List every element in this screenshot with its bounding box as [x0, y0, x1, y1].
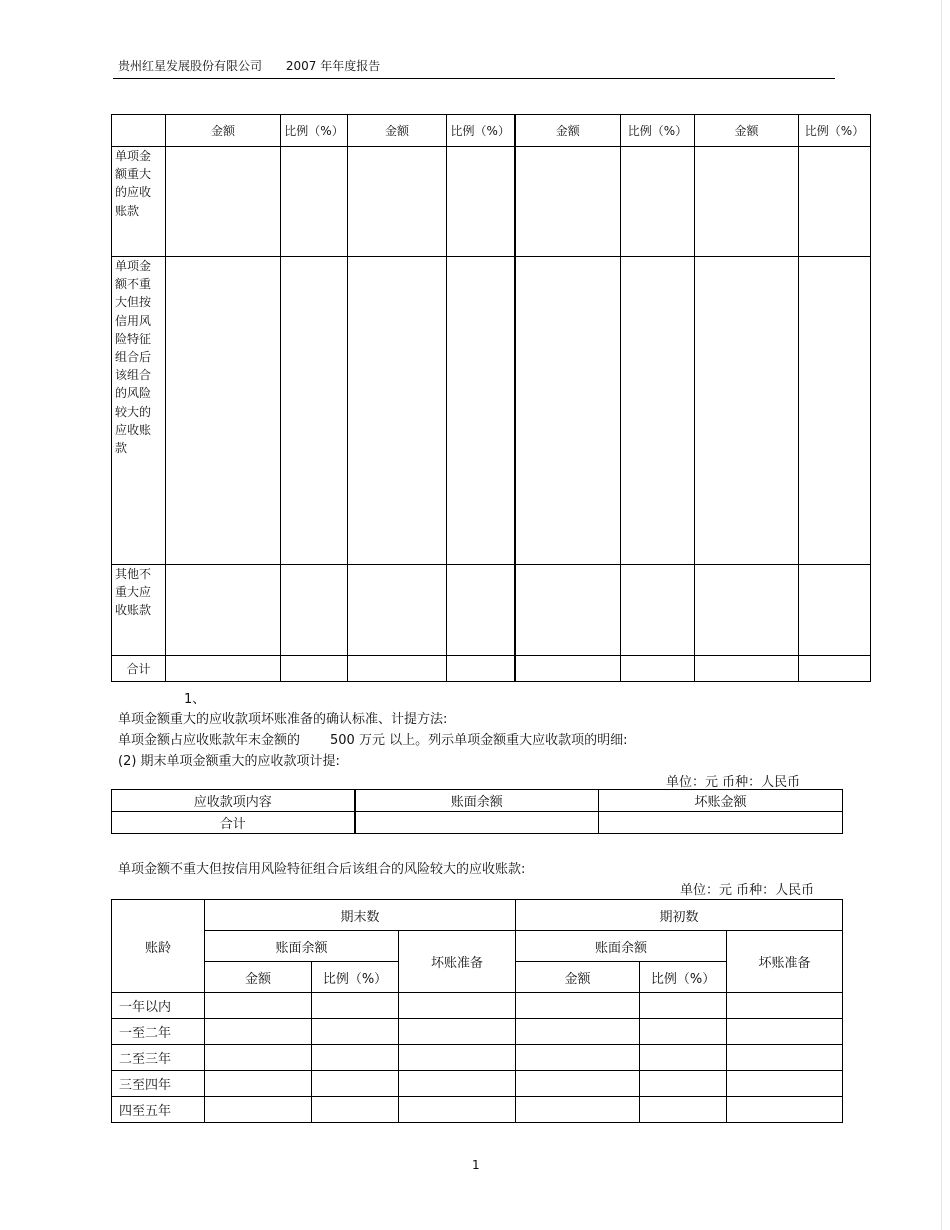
- ratio-header: 比例（%）: [312, 962, 399, 993]
- table-row: [112, 565, 871, 656]
- unit-note: 单位：元 币种：人民币: [680, 883, 815, 898]
- header-cell: 金额: [515, 115, 621, 147]
- row-label: 其他不重大应收账款: [112, 565, 166, 656]
- table-row: [112, 147, 871, 257]
- page-edge: [941, 0, 942, 1230]
- section-title: 单项金额不重大但按信用风险特征组合后该组合的风险较大的应收账款:: [118, 862, 526, 877]
- table-row: [112, 1045, 843, 1071]
- table-total-row: [112, 812, 843, 834]
- table-header-row: [112, 790, 843, 812]
- table-row: [112, 1097, 843, 1123]
- note-line-value: 500 万元 以上。列示单项金额重大应收款项的明细:: [330, 733, 628, 748]
- header-cell: [112, 115, 166, 147]
- note-line: 单项金额重大的应收款项坏账准备的确认标准、计提方法:: [118, 712, 448, 727]
- amount-header: 金额: [516, 962, 640, 993]
- header-cell: 账面余额: [355, 790, 599, 812]
- header-cell: 比例（%）: [799, 115, 871, 147]
- book-balance-header: 账面余额: [205, 931, 399, 962]
- table-header-row: [112, 115, 871, 147]
- unit-note: 单位：元 币种：人民币: [666, 775, 801, 790]
- header-cell: 应收款项内容: [112, 790, 355, 812]
- table-total-row: [112, 656, 871, 682]
- age-header: 账龄: [112, 900, 205, 993]
- table-row: [112, 1019, 843, 1045]
- company-name: 贵州红星发展股份有限公司: [118, 59, 263, 73]
- aging-table: [111, 899, 843, 1123]
- receivables-classification-table: [111, 114, 871, 682]
- row-label: 合计: [112, 656, 166, 682]
- note-line-prefix: 单项金额占应收账款年末金额的: [118, 733, 301, 748]
- header-cell: 金额: [166, 115, 281, 147]
- item-number: 1、: [184, 692, 206, 707]
- row-label: 单项金额不重大但按信用风险特征组合后该组合的风险较大的应收账款: [112, 257, 166, 565]
- running-header: [118, 57, 400, 74]
- table-header-row: [112, 931, 843, 962]
- header-cell: 坏账金额: [599, 790, 843, 812]
- age-label: 一年以内: [112, 993, 205, 1019]
- book-balance-header: 账面余额: [516, 931, 727, 962]
- page-number: 1: [472, 1158, 480, 1172]
- header-cell: 比例（%）: [621, 115, 695, 147]
- header-cell: 金额: [348, 115, 447, 147]
- subsection-title: (2) 期末单项金额重大的应收款项计提:: [118, 754, 340, 769]
- age-label: 二至三年: [112, 1045, 205, 1071]
- bad-debt-header: 坏账准备: [727, 931, 843, 993]
- total-label: 合计: [112, 812, 355, 834]
- header-cell: 比例（%）: [281, 115, 348, 147]
- age-label: 一至二年: [112, 1019, 205, 1045]
- significant-receivables-table: [111, 789, 843, 834]
- age-label: 四至五年: [112, 1097, 205, 1123]
- bad-debt-header: 坏账准备: [399, 931, 516, 993]
- period-end-header: 期末数: [205, 900, 516, 931]
- header-cell: 比例（%）: [447, 115, 515, 147]
- table-header-row: [112, 900, 843, 931]
- header-rule: [113, 78, 835, 79]
- report-title: 2007 年年度报告: [285, 59, 381, 73]
- note-line: [118, 729, 627, 748]
- age-label: 三至四年: [112, 1071, 205, 1097]
- table-row: [112, 257, 871, 565]
- ratio-header: 比例（%）: [640, 962, 727, 993]
- table-row: [112, 1071, 843, 1097]
- amount-header: 金额: [205, 962, 312, 993]
- header-cell: 金额: [695, 115, 799, 147]
- period-begin-header: 期初数: [516, 900, 843, 931]
- row-label: 单项金额重大的应收账款: [112, 147, 166, 257]
- table-row: [112, 993, 843, 1019]
